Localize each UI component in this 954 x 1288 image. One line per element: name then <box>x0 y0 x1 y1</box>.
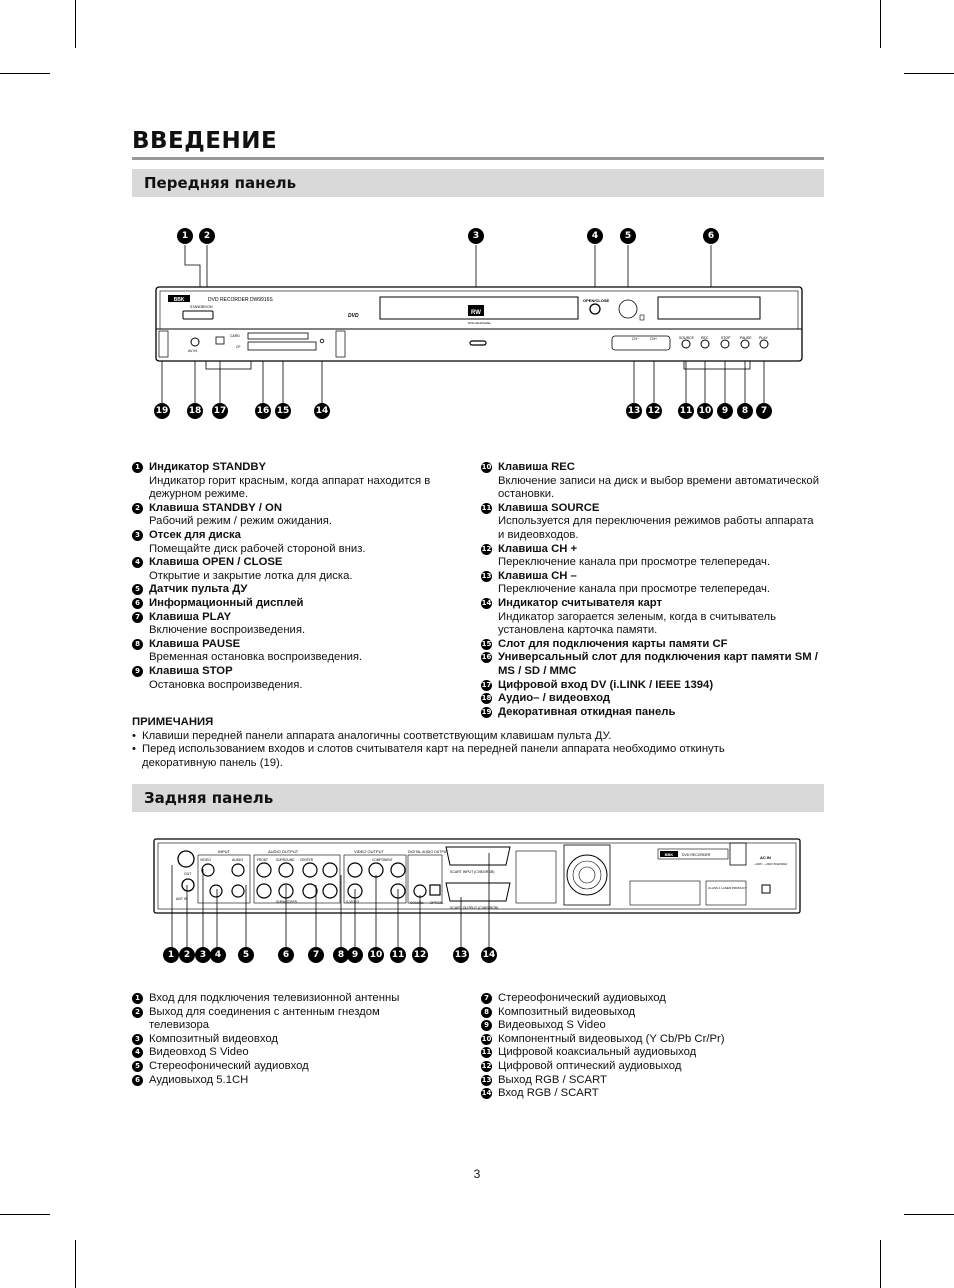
callout-front-19: 19 <box>154 403 170 419</box>
front-model-label: DVD RECORDER DW9916S <box>208 297 273 303</box>
rear-video-label: VIDEO <box>200 858 211 862</box>
list-item: 2 Клавиша STANDBY / ON Рабочий режим / режим ожидания. <box>132 502 462 529</box>
callout-rear-3: 3 <box>195 947 211 963</box>
front-ch-minus-label: CH− <box>632 337 640 341</box>
page-title: ВВЕДЕНИЕ <box>132 128 278 154</box>
list-item: 12 Клавиша CH + Переключение канала при просмотре телепередач. <box>481 542 771 569</box>
list-item: 11 Клавиша SOURCE Используется для переключения режимов работы аппарата и видеовходов. <box>481 501 814 541</box>
crop-mark <box>880 0 881 48</box>
callout-front-7: 7 <box>756 403 772 419</box>
front-stop-label: STOP <box>721 336 731 340</box>
rear-input-label: INPUT <box>218 849 230 854</box>
note-item: • Клавиши передней панели аппарата аналогичны соответствующим клавишам пульта ДУ. <box>132 730 824 744</box>
section-header-rear <box>132 784 824 812</box>
list-item: 15 Слот для подключения карты памяти CF <box>481 637 728 650</box>
callout-rear-4: 4 <box>210 947 226 963</box>
callout-front-17: 17 <box>212 403 228 419</box>
callout-rear-2: 2 <box>179 947 195 963</box>
list-item: 9 Клавиша STOP Остановка воспроизведения. <box>132 665 462 692</box>
front-rw-caption: DVD+ReWritable <box>468 321 491 325</box>
front-cf-label: CF <box>236 345 241 349</box>
list-item: 4 Видеовход S Video <box>132 1046 432 1060</box>
callout-front-13: 13 <box>626 403 642 419</box>
rear-laser-label: CLASS 1 LASER PRODUCT <box>708 886 747 890</box>
list-item: 9 Видеовыход S Video <box>481 1019 821 1033</box>
list-item: 8 Клавиша PAUSE Временная остановка воспроизведения. <box>132 638 462 665</box>
list-item: 7 Стереофонический аудиовыход <box>481 992 821 1006</box>
callout-rear-14: 14 <box>481 947 497 963</box>
callout-rear-11: 11 <box>390 947 406 963</box>
list-item: 14 Вход RGB / SCART <box>481 1087 599 1100</box>
section-title: Задняя панель <box>144 789 274 807</box>
list-item: 2 Выход для соединения с антенным гнездом телевизора <box>132 1006 432 1033</box>
callout-rear-6: 6 <box>278 947 294 963</box>
callout-rear-13: 13 <box>453 947 469 963</box>
callout-front-8: 8 <box>737 403 753 419</box>
list-item: 1 Вход для подключения телевизионной антенны <box>132 992 432 1006</box>
front-dvd-logo: DVD <box>348 313 359 319</box>
callout-front-12: 12 <box>646 403 662 419</box>
rear-digital-audio-label: DIGITAL AUDIO OUTPUT <box>408 850 449 854</box>
rear-ac-in-label: AC IN <box>760 855 771 860</box>
crop-mark <box>0 1214 50 1215</box>
rear-coaxial-label: COAXIAL <box>410 901 424 905</box>
crop-mark <box>904 1214 954 1215</box>
rear-ant-in-label: ANT IN <box>176 897 188 901</box>
list-item: 10 Компонентный видеовыход (Y Cb/Pb Cr/Pr) <box>481 1032 725 1045</box>
callout-rear-7: 7 <box>308 947 324 963</box>
callout-front-11: 11 <box>678 403 694 419</box>
front-play-label: PLAY <box>759 336 768 340</box>
rear-legend-right <box>481 992 821 1101</box>
front-rec-label: REC <box>701 336 709 340</box>
callout-rear-9: 9 <box>347 947 363 963</box>
callout-front-4: 4 <box>587 228 603 244</box>
callout-front-9: 9 <box>717 403 733 419</box>
callout-front-16: 16 <box>255 403 271 419</box>
rear-legend-left <box>132 992 432 1087</box>
rear-subwoofer-label: SUBWOOFER <box>276 900 297 904</box>
front-open-close-label: OPEN/CLOSE <box>583 298 610 303</box>
callout-front-18: 18 <box>187 403 203 419</box>
crop-mark <box>0 73 50 74</box>
list-item: 7 Клавиша PLAY Включение воспроизведения. <box>132 611 462 638</box>
list-item: 12 Цифровой оптический аудиовыход <box>481 1059 682 1072</box>
callout-rear-5: 5 <box>238 947 254 963</box>
note-item: • Перед использованием входов и слотов считывателя карт на передней панели аппарата необходимо откинуть декоративную панель (19). <box>132 743 802 770</box>
rear-audio-label: AUDIO <box>232 858 244 862</box>
rear-video-output-label: VIDEO OUTPUT <box>354 849 385 854</box>
rear-scart-output-label: SCART OUTPUT (CVBS/RGB) <box>450 906 499 910</box>
front-rw-logo: RW <box>471 310 481 316</box>
crop-mark <box>880 1240 881 1288</box>
list-item: 3 Композитный видеовход <box>132 1033 432 1047</box>
front-card-label: CARD <box>230 334 240 338</box>
title-rule <box>132 157 824 160</box>
rear-ac-spec-label: ~100V - ~240V 50Hz/60Hz <box>754 862 788 866</box>
callout-front-10: 10 <box>697 403 713 419</box>
list-item: 13 Клавиша CH – Переключение канала при просмотре телепередач. <box>481 569 771 596</box>
list-item: 6 Информационный дисплей <box>132 597 462 611</box>
rear-brand-label: BBK <box>664 852 674 857</box>
notes-title: ПРИМЕЧАНИЯ <box>132 716 214 728</box>
list-item: 11 Цифровой коаксиальный аудиовыход <box>481 1046 697 1059</box>
callout-rear-8: 8 <box>333 947 349 963</box>
front-standby-label: STANDBY/ON <box>190 305 213 309</box>
list-item: 3 Отсек для диска Помещайте диск рабочей стороной вниз. <box>132 529 462 556</box>
callout-front-2: 2 <box>199 228 215 244</box>
callout-front-1: 1 <box>177 228 193 244</box>
front-legend-left <box>132 461 462 692</box>
list-item: 19 Декоративная откидная панель <box>481 705 676 718</box>
rear-optical-label: OPTICAL <box>430 901 444 905</box>
rear-front-label: FRONT <box>257 858 268 862</box>
rear-ant-out-label: OUT <box>184 872 192 876</box>
callout-rear-10: 10 <box>368 947 384 963</box>
page-number: 3 <box>473 1167 481 1181</box>
front-ch-plus-label: CH+ <box>650 337 658 341</box>
rear-model-label: DVD RECORDER <box>682 853 711 857</box>
rear-center-label: CENTER <box>300 858 314 862</box>
callout-front-15: 15 <box>275 403 291 419</box>
list-item: 17 Цифровой вход DV (i.LINK / IEEE 1394) <box>481 678 714 691</box>
list-item: 5 Датчик пульта ДУ <box>132 583 462 597</box>
list-item: 8 Композитный видеовыход <box>481 1006 821 1020</box>
list-item: 4 Клавиша OPEN / CLOSE Открытие и закрытие лотка для диска. <box>132 556 462 583</box>
list-item: 10 Клавиша REC Включение записи на диск и выбор времени автоматической остановки. <box>481 461 820 501</box>
list-item: 13 Выход RGB / SCART <box>481 1073 607 1086</box>
crop-mark <box>75 1240 76 1288</box>
notes <box>132 716 824 770</box>
crop-mark <box>904 73 954 74</box>
callout-rear-1: 1 <box>163 947 179 963</box>
callout-front-3: 3 <box>468 228 484 244</box>
front-panel-diagram <box>150 225 810 425</box>
front-brand-label: BBK <box>173 297 185 303</box>
callout-front-6: 6 <box>703 228 719 244</box>
rear-scart-input-label: SCART INPUT (CVBS/RGB) <box>450 870 495 874</box>
list-item: 1 Индикатор STANDBY Индикатор горит красным, когда аппарат находится в дежурном режиме. <box>132 461 462 502</box>
front-av-in-label: AV IN <box>188 349 197 353</box>
callout-rear-12: 12 <box>412 947 428 963</box>
rear-panel-diagram <box>150 835 810 965</box>
rear-component-label: COMPONENT <box>372 858 393 862</box>
list-item: 14 Индикатор считывателя карт Индикатор загорается зеленым, когда в считыватель установлена карточка памяти. <box>481 596 776 637</box>
section-title: Передняя панель <box>144 174 297 192</box>
rear-surround-label: SURROUND <box>276 858 295 862</box>
front-source-label: SOURCE <box>679 336 694 340</box>
front-legend-right <box>481 461 821 719</box>
list-item: 18 Аудио– / видеовход <box>481 692 610 705</box>
crop-mark <box>75 0 76 48</box>
section-header-front <box>132 169 824 197</box>
front-pause-label: PAUSE <box>740 336 752 340</box>
callout-front-5: 5 <box>620 228 636 244</box>
list-item: 6 Аудиовыход 5.1CH <box>132 1074 432 1088</box>
list-item: 16 Универсальный слот для подключения карт памяти SM / MS / SD / MMC <box>481 651 818 677</box>
rear-s-video-label: S-VIDEO <box>346 900 360 904</box>
list-item: 5 Стереофонический аудиовход <box>132 1060 432 1074</box>
callout-front-14: 14 <box>314 403 330 419</box>
rear-audio-output-label: AUDIO OUTPUT <box>268 849 299 854</box>
